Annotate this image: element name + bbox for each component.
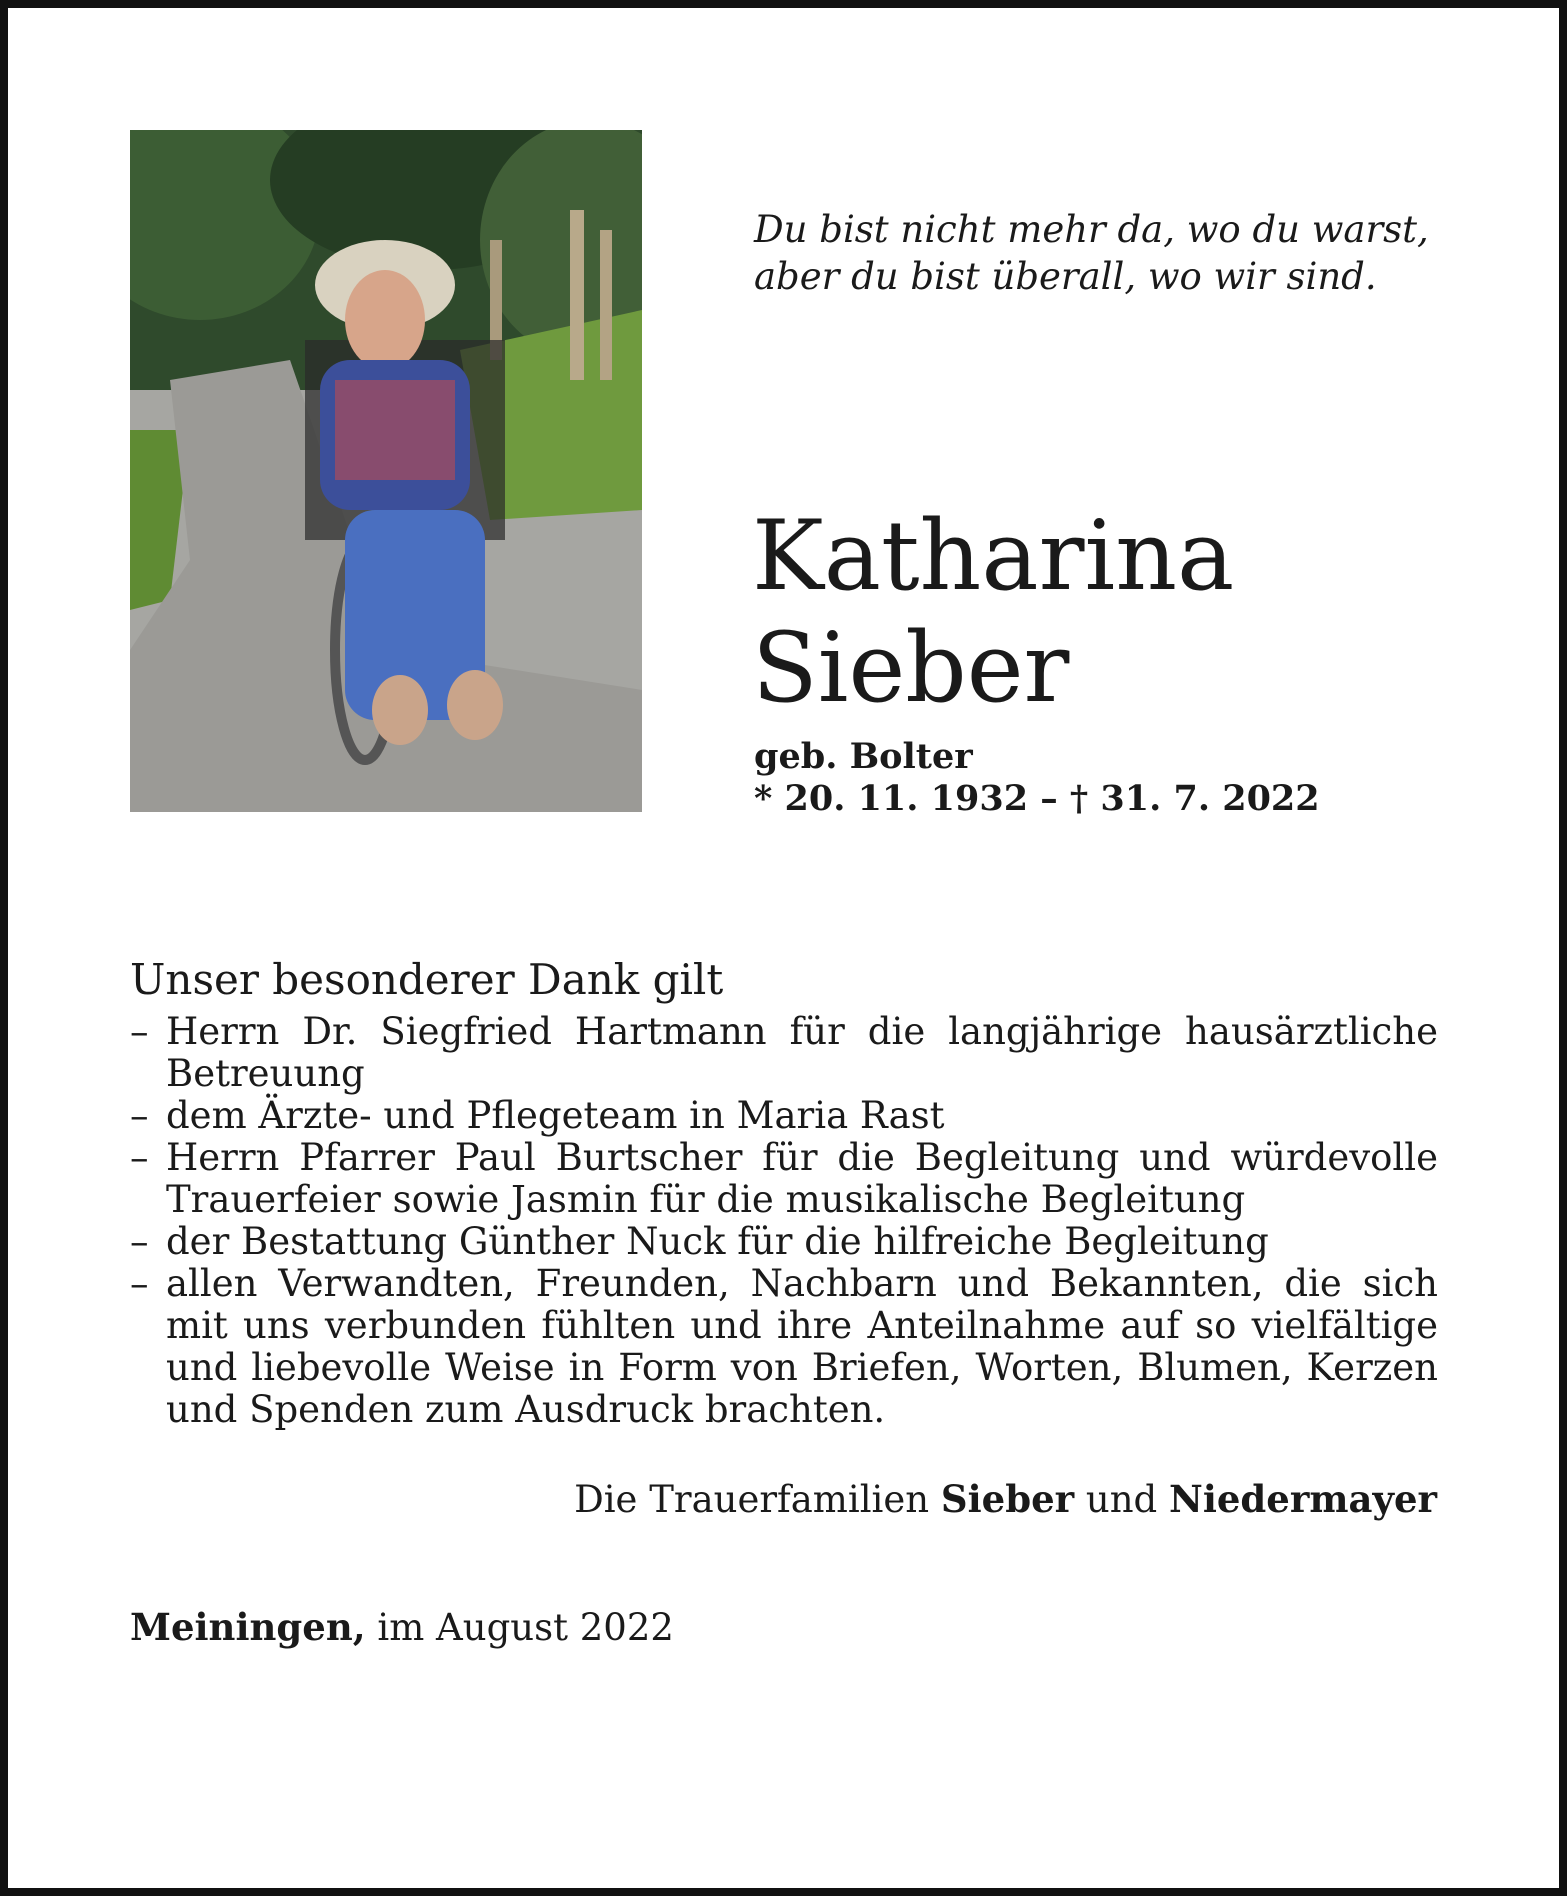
birth-name: geb. Bolter — [754, 736, 973, 777]
memorial-quote — [754, 206, 1429, 300]
list-item: – der Bestattung Günther Nuck für die hilfreiche Begleitung — [130, 1221, 1438, 1263]
family-name-1: Sieber — [940, 1477, 1075, 1521]
place-town: Meiningen, — [130, 1605, 366, 1649]
list-item: – Herrn Pfarrer Paul Burtscher für die Begleitung und würdevolle Trauerfeier sowie Jasmin für die musikalische Begleitung — [130, 1137, 1438, 1221]
life-dates: * 20. 11. 1932 – † 31. 7. 2022 — [754, 778, 1320, 819]
portrait-photo-image — [130, 130, 642, 812]
quote-line-2: aber du bist überall, wo wir sind. — [754, 255, 1377, 298]
birth-info — [754, 736, 1320, 820]
place-month: im August 2022 — [377, 1606, 674, 1649]
thanks-section — [130, 955, 1438, 1431]
list-item: – Herrn Dr. Siegfried Hartmann für die langjährige hausärztliche Betreuung — [130, 1011, 1438, 1095]
deceased-name — [752, 500, 1234, 724]
first-name: Katharina — [752, 500, 1235, 612]
signature-prefix: Die Trauerfamilien — [574, 1478, 930, 1521]
family-signature — [574, 1476, 1437, 1523]
family-name-2: Niedermayer — [1169, 1477, 1437, 1521]
portrait-photo — [130, 130, 642, 812]
list-item: – dem Ärzte- und Pflegeteam in Maria Rast — [130, 1095, 1438, 1137]
list-item: – allen Verwandten, Freunden, Nachbarn und Bekannten, die sich mit uns verbunden fühlten und ihre Anteilnahme auf so vielfältige und liebevolle Weise in Form von Briefen, Worten, Blumen, Kerzen und Spenden zum Ausdruck brachten. — [130, 1263, 1438, 1431]
thanks-heading: Unser besonderer Dank gilt — [130, 955, 724, 1004]
last-name: Sieber — [752, 612, 1070, 724]
thanks-list — [130, 1011, 1438, 1431]
place-date — [130, 1604, 674, 1651]
quote-line-1: Du bist nicht mehr da, wo du warst, — [754, 208, 1429, 251]
signature-conjunction: und — [1085, 1478, 1158, 1521]
